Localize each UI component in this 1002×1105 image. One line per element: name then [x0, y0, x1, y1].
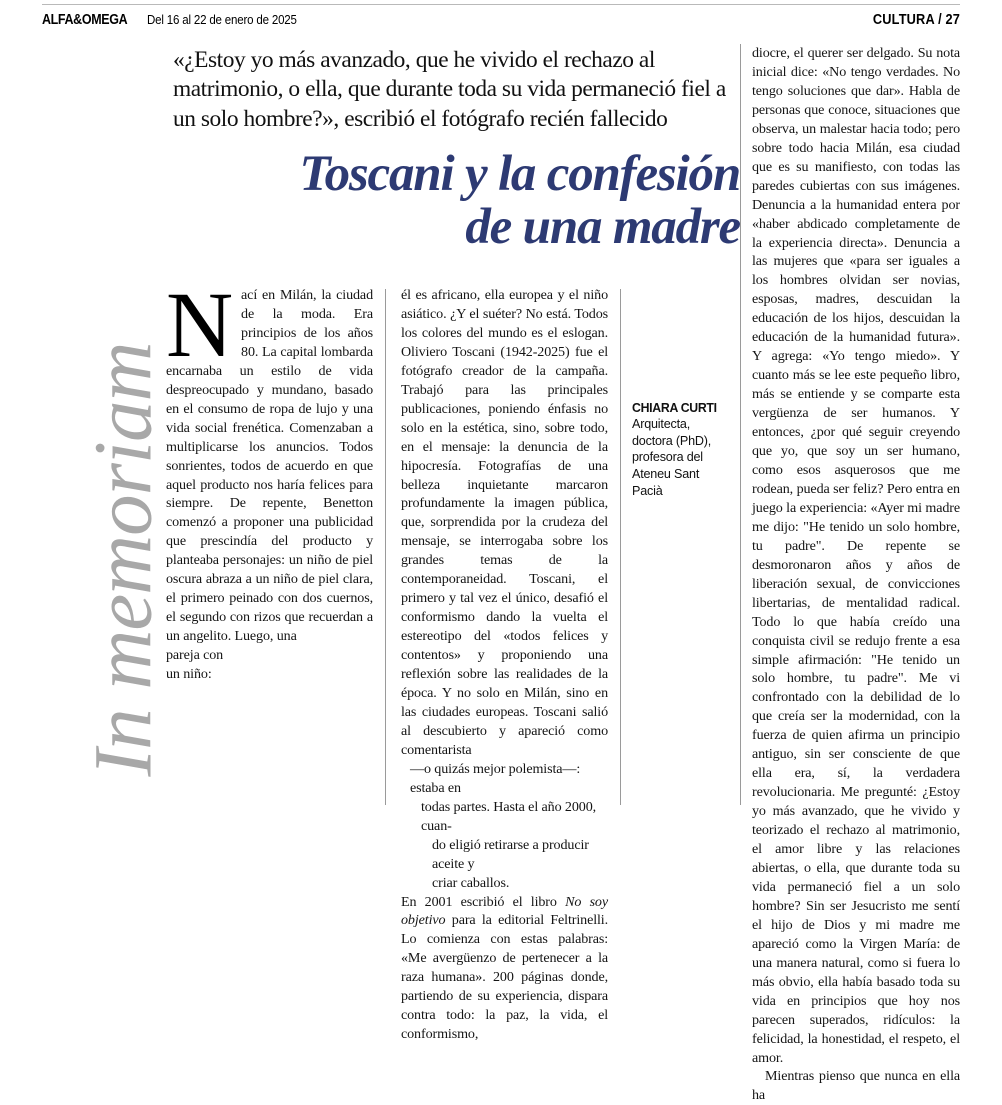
column-3-paragraph-1	[752, 44, 960, 1067]
column-3-text-1: diocre, el querer ser delgado. Su nota inicial dice: «No tengo verdades. No tengo soluciones que dar». Habla de personas que conoce, situaciones que observa, un malestar hacia todo; pero sobre todo hacia Milán, esa ciudad que es su manifiesto, con todas las paredes cubiertas con sus imágenes. Denuncia a la humanidad entera por «haber abdicado completamente de la experiencia directa». Denuncia a las mujeres que «para ser iguales a los hombres olvidan ser novias, esposas, madres, descuidan la educación de los hijos, descuidan la educación de la humanidad futura». Y agrega: «Yo tengo miedo». Y cuanto más se lee este pequeño libro, más se entiende y se comparte esta vergüenza de ser humanos. Y entonces, ¿por qué seguir creyendo que yo, que soy un ser humano, como esos asquerosos que me rodean, pueda ser feliz? Pero entra en juego la experiencia: «Ayer mi madre me dijo: "He tenido un solo hombre, tu padre". De repente se desmoronaron años y años de liberación sexual, de convicciones libertarias, de mentalidad radical. Todo lo que había creído una conquista civil se redujo frente a esa simple afirmación: "He tenido un solo hombre, tu padre". Me vi confrontado con la debilidad de lo que creía ser la modernidad, con la fuerza de quien afirma un principio antiguo, sin ser consciente de que ella era, sí, la verdadera revolucionaria. Me pregunté: ¿Estoy yo más avanzado, que he vivido y teorizado el rechazo al matrimonio, el amor libre y las relaciones abiertas, o ella, que durante toda su vida permaneció fiel a un solo hombre? Sin ser Jesucristo me sentí el hijo de Dios y mi madre me apareció como la Virgen María: de una manera natural, como si fuera lo más obvio, ella había basado toda su vida en principios que hoy nos parecen superados, ridículos: la felicidad, la honestidad, el respeto, el amor.	[752, 45, 960, 1066]
headline-line-2: de una madre	[465, 199, 740, 256]
byline-author-name: CHIARA CURTI	[632, 400, 717, 415]
publication-brand: ALFA&OMEGA	[42, 12, 128, 28]
column-2-text-1: él es africano, ella europea y el niño asiático. ¿Y el suéter? No está. Todos los colores del mundo es el eslogan. Oliviero Toscani (1942-2025) fue el fotógrafo creador de la campaña. Trabajó para las principales publicaciones, poniendo énfasis no solo en la estética, sino, sobre todo, en el mensaje: la denuncia de la hipocresía. Fotografías de una belleza inquietante marcaron profundamente la imagen pública, que, sorprendida por la crudeza del mensaje, se interrogaba sobre los grandes temas de la contemporaneidad. Toscani, el primero y tal vez el único, desafió el conformismo dando la vuelta el estereotipo del «todos felices y contentos» y proponiendo una reflexión sobre las realidades de la época. Y no solo en Milán, sino en las ciudades europeas. Toscani salió al descubierto y apareció como comentarista	[401, 287, 608, 758]
drop-cap: N	[166, 274, 234, 377]
in-memoriam-section-label: In memoriam	[76, 342, 169, 777]
body-column-3	[752, 44, 960, 1104]
column-3-text-2: Mientras pienso que nunca en ella ha	[752, 1068, 960, 1104]
column-2-text-2-pre: En 2001 escribió el libro	[401, 893, 566, 910]
section-and-page: CULTURA / 27	[872, 12, 960, 28]
column-2-paragraph-2	[401, 893, 608, 1045]
column-2-tail-line-2: todas partes. Hasta el año 2000, cuan-	[421, 798, 597, 834]
body-column-1	[166, 274, 373, 684]
page-title	[175, 148, 740, 254]
column-rule-2	[620, 289, 621, 805]
column-1-tail-line-1: pareja con	[166, 647, 224, 664]
column-rule-1	[385, 289, 386, 805]
column-1-paragraph	[166, 274, 373, 646]
column-1-tail-line-2: un niño:	[166, 666, 212, 683]
column-2-tail-line-4: criar caballos.	[432, 874, 510, 891]
body-column-2	[401, 286, 608, 1044]
column-2-tail-line-3: do eligió retirarse a producir aceite y	[432, 836, 589, 872]
column-2-tail-line-1: —o quizás mejor polemista—: estaba en	[410, 760, 581, 796]
issue-date: Del 16 al 22 de enero de 2025	[147, 12, 297, 27]
column-2-text-2-post: para la editorial Feltrinelli. Lo comienza con estas palabras: «Me avergüenzo de pertenecer a la raza humana». 200 páginas donde, partiendo de su experiencia, dispara contra todo: la paz, la vida, el conformismo,	[401, 912, 608, 1043]
byline	[632, 400, 732, 500]
column-2-paragraph-1	[401, 286, 608, 760]
byline-author-role: Arquitecta, doctora (PhD), profesora del Ateneu Sant Pacià	[632, 417, 712, 498]
column-1-text: ací en Milán, la ciudad de la moda. Era principios de los años 80. La capital lombarda encarnaba un estilo de vida despreocupado y mundano, basado en el consumo de ropa de lujo y una vida social frenética. Comenzaban a multiplicarse los anuncios. Todos sonrientes, todos de acuerdo en que aquel producto nos haría felices para siempre. De repente, Benetton comenzó a proponer una publicidad que prescindía del producto y planteaba personajes: un niño de piel oscura abraza a un niño de piel clara, el primero peinado con dos cuernos, el segundo con rizos que recuerdan a un angelito. Luego, una	[166, 287, 373, 645]
column-rule-3	[740, 44, 741, 805]
column-3-paragraph-2	[752, 1067, 960, 1105]
masthead-left	[42, 12, 314, 28]
book-title: No soy objetivo	[401, 893, 608, 929]
headline-line-1: Toscani y la confesión	[299, 146, 740, 202]
article-standfirst: «¿Estoy yo más avanzado, que he vivido el rechazo al matrimonio, o ella, que durante toda su vida permaneció fiel a un solo hombre?», escribió el fotógrafo recién fallecido	[173, 47, 726, 132]
masthead	[42, 12, 960, 28]
